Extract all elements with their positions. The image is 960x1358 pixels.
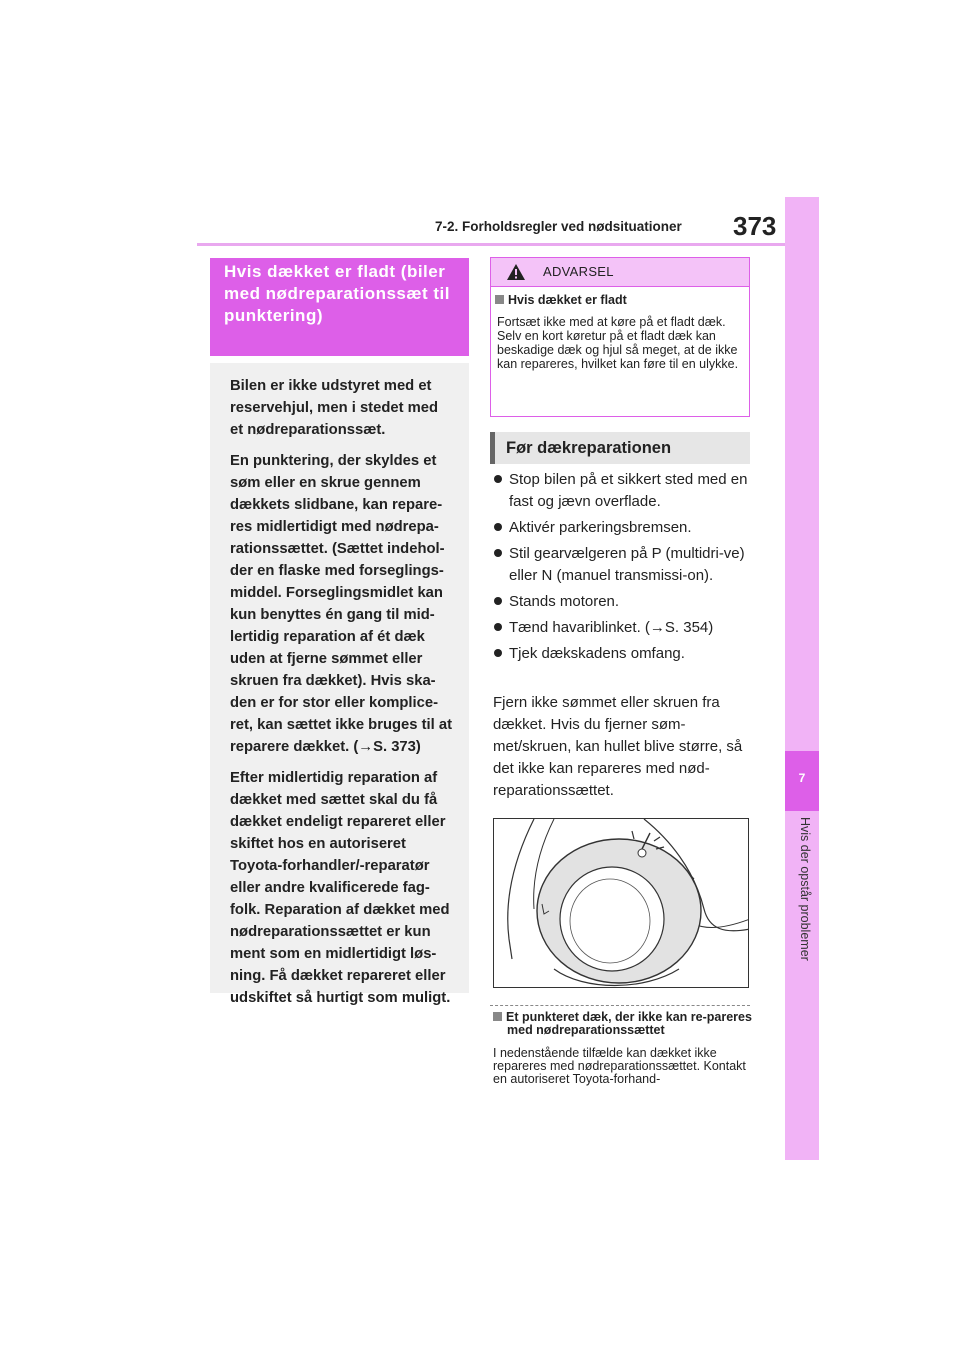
info-paragraph: Efter midlertidig reparation af dækket med sættet skal du få dækket endeligt repareret eller skiftet hos en autoriseret Toyota-forhandler/-reparatør eller andre kvalificerede fag-folk. Reparation af dækket med nødreparationssættet er kun ment som en midlertidigt løs-ning. Få dækket repareret eller udskiftet så hurtigt som muligt.	[230, 770, 451, 1006]
repair-kit-info-box	[210, 363, 469, 1006]
note-body: I nedenstående tilfælde kan dækket ikke repareres med nødreparationssættet. Kontakt en autoriseret Toyota-forhand-	[493, 1046, 746, 1086]
note-subheading	[493, 1011, 755, 1037]
warning-subheading	[495, 293, 627, 307]
side-tab-strip	[785, 197, 819, 1160]
warning-body: Fortsæt ikke med at køre på et fladt dæk. Selv en kort køretur på et fladt dæk kan beskadige dæk og hjul så meget, at de ikke kan repareres, hvilket kan føre til en ulykke.	[497, 315, 739, 371]
before-repair-list	[493, 469, 755, 669]
section-title: 7-2. Forholdsregler ved nødsituationer	[435, 219, 682, 234]
info-paragraph: En punktering, der skyldes et søm eller en skrue gennem dækkets slidbane, kan repare-res midlertidigt med nødrepa-rationssættet. (Sættet indehol-der en flaske med forseglings-middel. Forseglingsmidlet kan kun benyttes én gang til mid-lertidig reparation af ét dæk uden at fjerne sømmet eller skruen fra dækket). Hvis ska-den er for stor eller komplice-ret, kan sættet ikke bruges til at reparere dækket. (→S. 373)	[230, 453, 453, 755]
square-marker-icon	[495, 295, 504, 304]
header-rule	[197, 243, 785, 246]
flat-tire-heading: Hvis dækket er fladt (biler med nødreparationssæt til punktering)	[224, 262, 450, 325]
square-marker-icon	[493, 1012, 502, 1021]
tire-drawing	[494, 819, 749, 988]
note-divider	[490, 1005, 750, 1006]
nail-warning-paragraph: Fjern ikke sømmet eller skruen fra dækket. Hvis du fjerner søm-met/skruen, kan hullet blive større, så det ikke kan repareres med nød-reparationssættet.	[493, 694, 743, 799]
before-repair-heading: Før dækreparationen	[506, 439, 672, 457]
list-item: Stil gearvælgeren på P (multidri-ve) eller N (manuel transmissi-on).	[493, 543, 755, 587]
warning-title: ADVARSEL	[543, 264, 614, 279]
warning-header	[491, 258, 749, 287]
warning-triangle-icon	[506, 263, 526, 281]
warning-box	[490, 257, 750, 417]
list-item: Aktivér parkeringsbremsen.	[493, 517, 755, 539]
before-repair-heading-box	[490, 432, 750, 464]
info-paragraph: Bilen er ikke udstyret med et reservehjul, men i stedet med et nødreparationssæt.	[230, 378, 439, 438]
chapter-number: 7	[798, 771, 806, 785]
list-item: Tjek dækskadens omfang.	[493, 643, 755, 665]
tire-illustration	[493, 818, 749, 988]
warning-subheading-text: Hvis dækket er fladt	[508, 293, 627, 307]
flat-tire-heading-box	[210, 258, 469, 356]
list-item: Tænd havariblinket. (→S. 354)	[493, 617, 755, 639]
list-item: Stop bilen på et sikkert sted med en fast og jævn overflade.	[493, 469, 755, 513]
note-subheading-text: Et punkteret dæk, der ikke kan re-pareres med nødreparationssættet	[506, 1010, 752, 1037]
list-item: Stands motoren.	[493, 591, 755, 613]
page-number: 373	[733, 211, 777, 241]
chapter-label: Hvis der opstår problemer	[798, 817, 812, 961]
